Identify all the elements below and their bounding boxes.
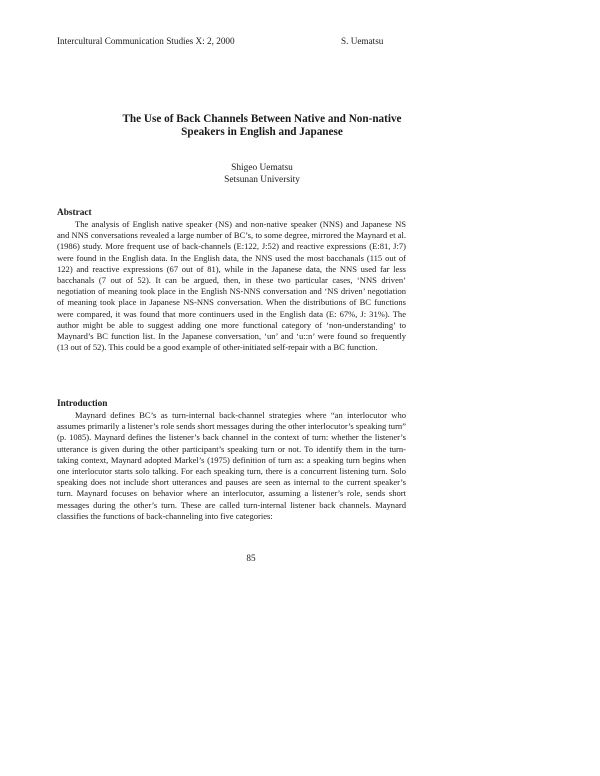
paper-title-line-2: Speakers in English and Japanese <box>181 126 343 138</box>
abstract-heading: Abstract <box>57 208 92 218</box>
author-name: Shigeo Uematsu <box>231 163 293 173</box>
paper-title-line-1: The Use of Back Channels Between Native and Non-native <box>122 113 402 125</box>
page-number: 85 <box>246 553 256 563</box>
introduction-heading: Introduction <box>57 399 108 409</box>
author-affiliation: Setsunan University <box>224 175 300 185</box>
running-header-journal: Intercultural Communication Studies X: 2, 2000 <box>57 36 235 46</box>
author-block <box>62 162 462 186</box>
paper-title <box>62 113 462 139</box>
running-header-author: S. Uematsu <box>341 36 384 46</box>
introduction-paragraph: Maynard defines BC’s as turn-internal back-channel strategies where “an interlocutor who assumes primarily a listener’s role sends short messages during the other interlocutor’s speaking turn” (p. 1085). Maynard defines the listener’s back channel in the context of turn: whether the listener’s utterance is given during the other participant’s speaking turn or not. To identify them in the turn-taking context, Maynard adopted Markel’s (1975) definition of turn as: a speaking turn begins when one interlocutor starts solo talking. For each speaking turn, there is a concurrent listening turn. Solo speaking does not include short utterances and pauses are seen as internal to the current speaker’s turn. Maynard focuses on behavior where an interlocutor, assuming a listener’s role, sends short messages during the other’s turn. These are called turn-internal listener back channels. Maynard classifies the functions of back-channeling into five categories: <box>57 410 406 521</box>
introduction-body <box>57 410 406 522</box>
abstract-body <box>57 219 406 353</box>
abstract-paragraph: The analysis of English native speaker (NS) and non-native speaker (NNS) and Japanese NS and NNS conversations revealed a large number of BC’s, to some degree, mirrored the Maynard et al. (1986) study. More frequent use of back-channels (E:122, J:52) and reactive expressions (E:81, J:7) were found in the English data. In the English data, the NNS used the most bacchanals (115 out of 122) and reactive expressions (67 out of 81), while in the Japanese data, the NNS used far less bacchanals (7 out of 52). It can be argued, then, in these two particular cases, ‘NNS driven’ negotiation of meaning took place in the English NS-NNS conversation and ‘NS driven’ negotiation of meaning took place in Japanese NS-NNS conversation. When the distributions of BC functions were compared, it was found that more continuers used in the English data (E: 67%, J: 31%). The author might be able to suggest adding one more functional category of ‘non-understanding’ to Maynard’s BC function list. In the Japanese conversation, ‘un’ and ‘u::n’ were found so frequently (13 out of 52). This could be a good example of other-initiated self-repair with a BC function. <box>57 219 406 353</box>
